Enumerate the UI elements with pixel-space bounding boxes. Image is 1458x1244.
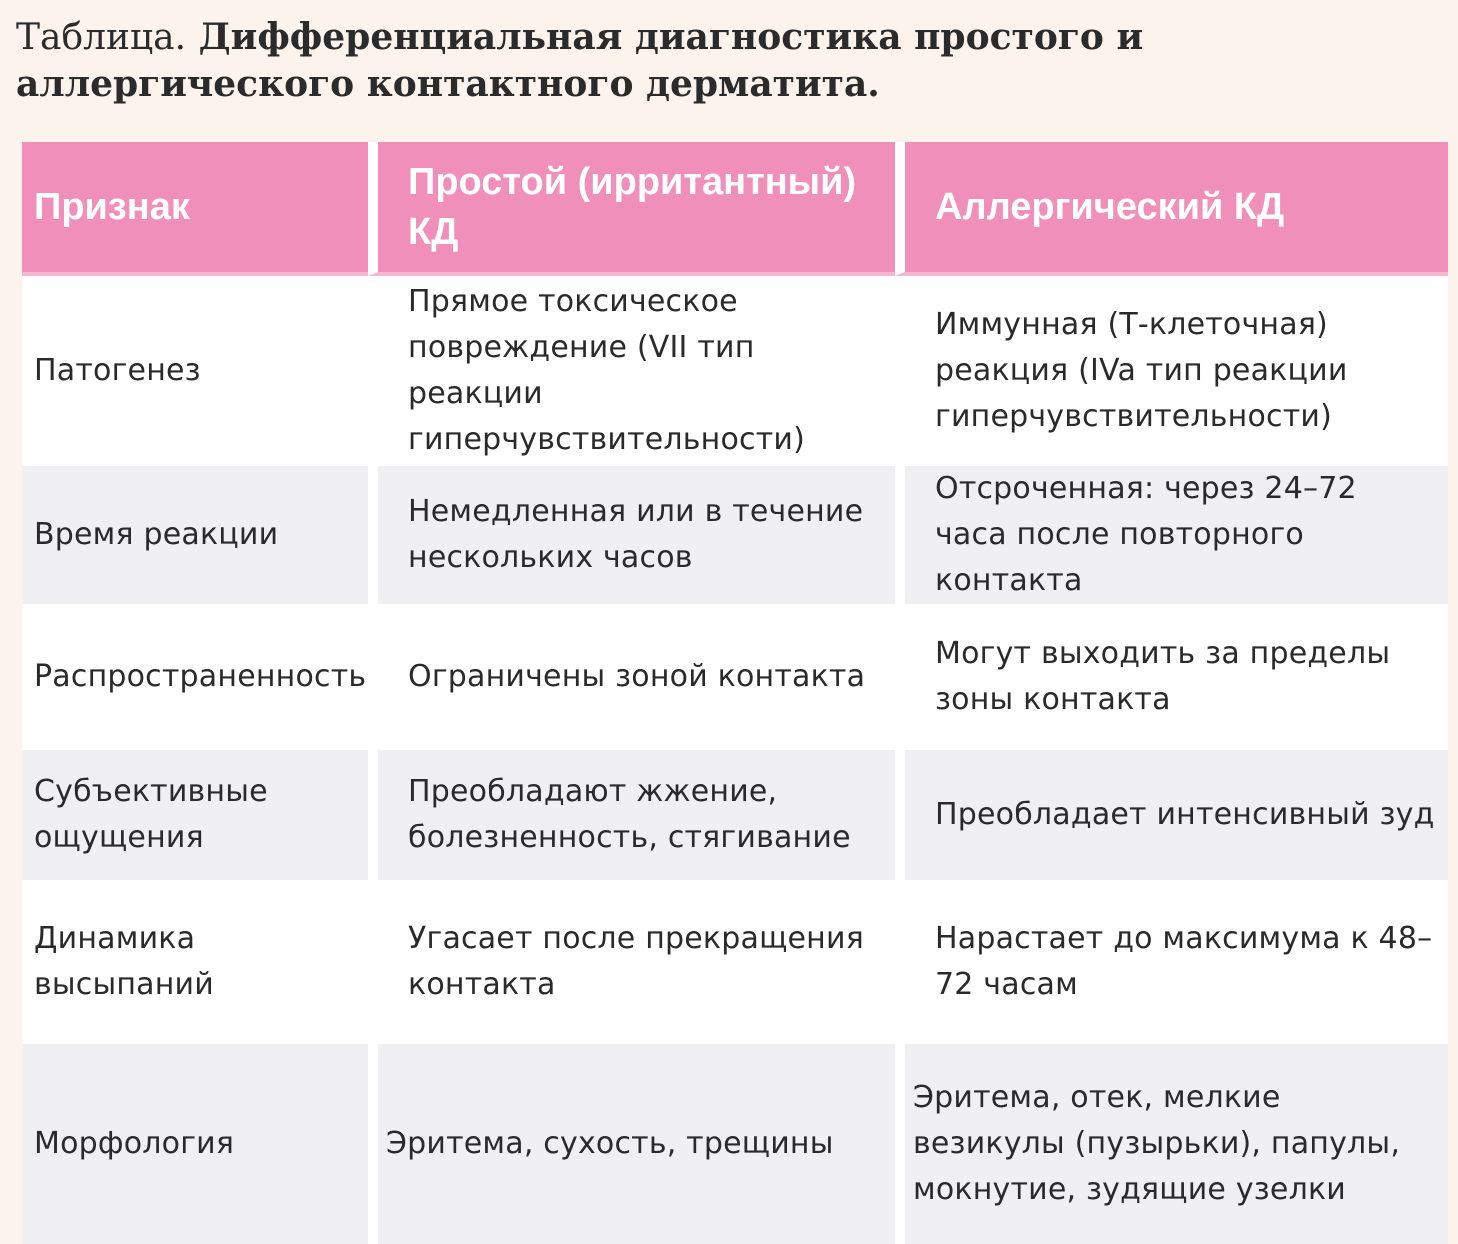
table-title	[16, 14, 1436, 107]
table-caption-text: Дифференциальная диагностика простого и аллергического контактного дерматита.	[16, 16, 1144, 105]
row-feature-cell: Патогенез	[34, 353, 201, 388]
row-allergic-cell: Преобладает интенсивный зуд	[895, 750, 1448, 880]
row-feature-cell: Динамика высыпаний	[34, 921, 214, 1002]
table-row	[22, 750, 1448, 880]
table-header-row	[22, 142, 1448, 276]
row-allergic-cell: Иммунная (Т-клеточная) реакция (IVa тип реакции гиперчувствительности)	[895, 276, 1448, 466]
table-row	[22, 1044, 1448, 1244]
row-feature-cell: Распространенность	[34, 659, 367, 694]
row-irritant-cell: Ограничены зоной контакта	[368, 604, 895, 750]
table-row	[22, 604, 1448, 750]
row-allergic-cell: Отсроченная: через 24–72 часа после повторного контакта	[895, 466, 1448, 604]
header-irritant: Простой (ирритантный) КД	[368, 142, 895, 276]
row-irritant-cell: Преобладают жжение, болезненность, стягивание	[368, 750, 895, 880]
table-caption-label: Таблица.	[16, 17, 187, 58]
row-feature-cell: Субъективные ощущения	[22, 750, 368, 880]
row-allergic-cell: Могут выходить за пределы зоны контакта	[895, 604, 1448, 750]
row-feature-cell: Морфология	[22, 1044, 368, 1244]
row-allergic-cell: Нарастает до максимума к 48–72 часам	[895, 880, 1448, 1044]
comparison-table-container	[22, 142, 1448, 1237]
table-row	[22, 466, 1448, 604]
header-allergic: Аллергический КД	[895, 142, 1448, 276]
row-allergic-cell: Эритема, отек, мелкие везикулы (пузырьки), папулы, мокнутие, зудящие узелки	[895, 1044, 1448, 1244]
row-irritant-cell: Эритема, сухость, трещины	[368, 1044, 895, 1244]
table-row	[22, 276, 1448, 466]
comparison-table	[22, 142, 1448, 1244]
header-feature: Признак	[22, 142, 368, 276]
row-irritant-cell: Немедленная или в течение нескольких часов	[368, 466, 895, 604]
table-row	[22, 880, 1448, 1044]
row-feature-cell: Время реакции	[22, 466, 368, 604]
row-irritant-cell: Прямое токсическое повреждение (VII тип реакции гиперчувствительности)	[368, 276, 895, 466]
row-irritant-cell: Угасает после прекращения контакта	[368, 880, 895, 1044]
